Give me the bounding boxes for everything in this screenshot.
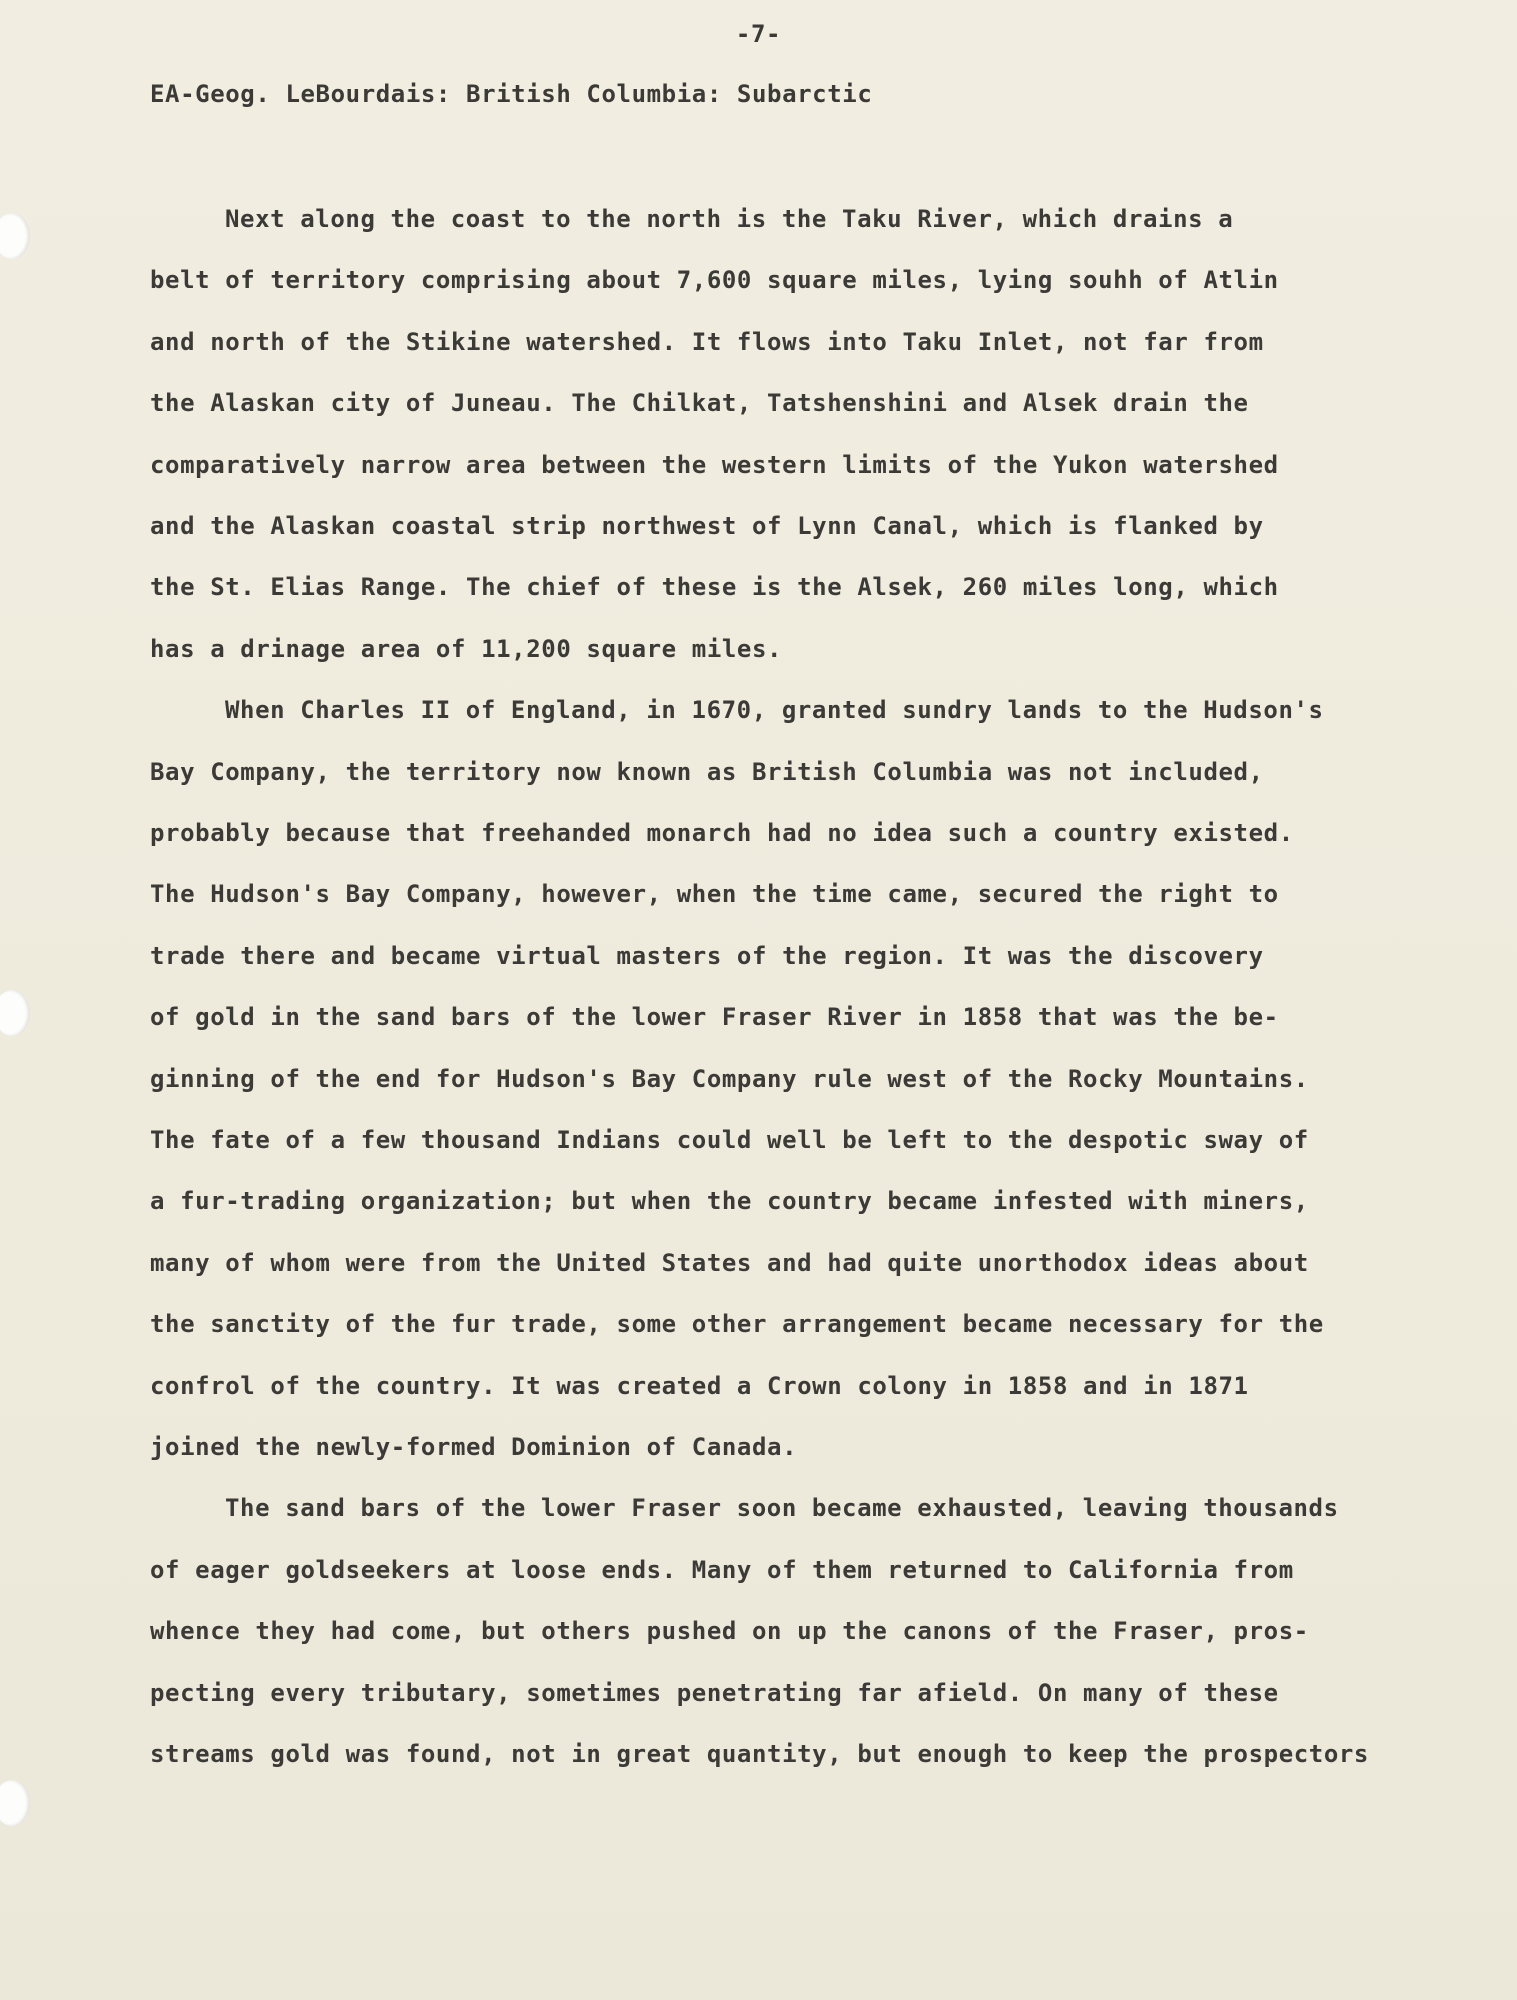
- text-line: trade there and became virtual masters of the region. It was the discovery: [150, 941, 1264, 970]
- punch-hole: [0, 1780, 30, 1826]
- text-line: The Hudson's Bay Company, however, when the time came, secured the right to: [150, 880, 1279, 909]
- text-line: many of whom were from the United States and had quite unorthodox ideas about: [150, 1248, 1309, 1277]
- text-line: When Charles II of England, in 1670, granted sundry lands to the Hudson's: [225, 696, 1324, 725]
- text-line: has a drinage area of 11,200 square miles.: [150, 634, 783, 663]
- text-line: joined the newly-formed Dominion of Canada.: [150, 1433, 798, 1461]
- text-line: Next along the coast to the north is the Taku River, which drains a: [225, 205, 1234, 233]
- text-line: pecting every tributary, sometimes penetrating far afield. On many of these: [150, 1678, 1279, 1707]
- punch-hole: [0, 990, 30, 1036]
- text-line: probably because that freehanded monarch had no idea such a country existed.: [150, 819, 1294, 847]
- text-line: Bay Company, the territory now known as British Columbia was not included,: [150, 757, 1264, 786]
- page-number: -7-: [735, 20, 782, 48]
- punch-hole: [0, 213, 30, 259]
- text-line: whence they had come, but others pushed on up the canons of the Fraser, pros-: [150, 1617, 1309, 1646]
- text-line: of eager goldseekers at loose ends. Many of them returned to California from: [150, 1555, 1294, 1584]
- text-line: and north of the Stikine watershed. It flows into Taku Inlet, not far from: [150, 327, 1264, 356]
- text-line: the St. Elias Range. The chief of these is the Alsek, 260 miles long, which: [150, 573, 1279, 602]
- text-line: a fur-trading organization; but when the country became infested with miners,: [150, 1187, 1309, 1216]
- text-line: confrol of the country. It was created a Crown colony in 1858 and in 1871: [150, 1371, 1249, 1400]
- text-line: comparatively narrow area between the western limits of the Yukon watershed: [150, 450, 1279, 479]
- document-header: EA-Geog. LeBourdais: British Columbia: Subarctic: [150, 80, 873, 108]
- text-line: belt of territory comprising about 7,600 square miles, lying souhh of Atlin: [150, 266, 1279, 295]
- text-line: and the Alaskan coastal strip northwest of Lynn Canal, which is flanked by: [150, 512, 1264, 540]
- text-line: ginning of the end for Hudson's Bay Company rule west of the Rocky Mountains.: [150, 1064, 1309, 1093]
- text-line: The sand bars of the lower Fraser soon became exhausted, leaving thousands: [225, 1494, 1339, 1523]
- text-line: streams gold was found, not in great quantity, but enough to keep the prospectors: [150, 1740, 1369, 1768]
- text-line: of gold in the sand bars of the lower Fraser River in 1858 that was the be-: [150, 1003, 1279, 1032]
- text-line: The fate of a few thousand Indians could well be left to the despotic sway of: [150, 1126, 1309, 1154]
- text-line: the Alaskan city of Juneau. The Chilkat, Tatshenshini and Alsek drain the: [150, 389, 1249, 418]
- text-line: the sanctity of the fur trade, some other arrangement became necessary for the: [150, 1310, 1324, 1339]
